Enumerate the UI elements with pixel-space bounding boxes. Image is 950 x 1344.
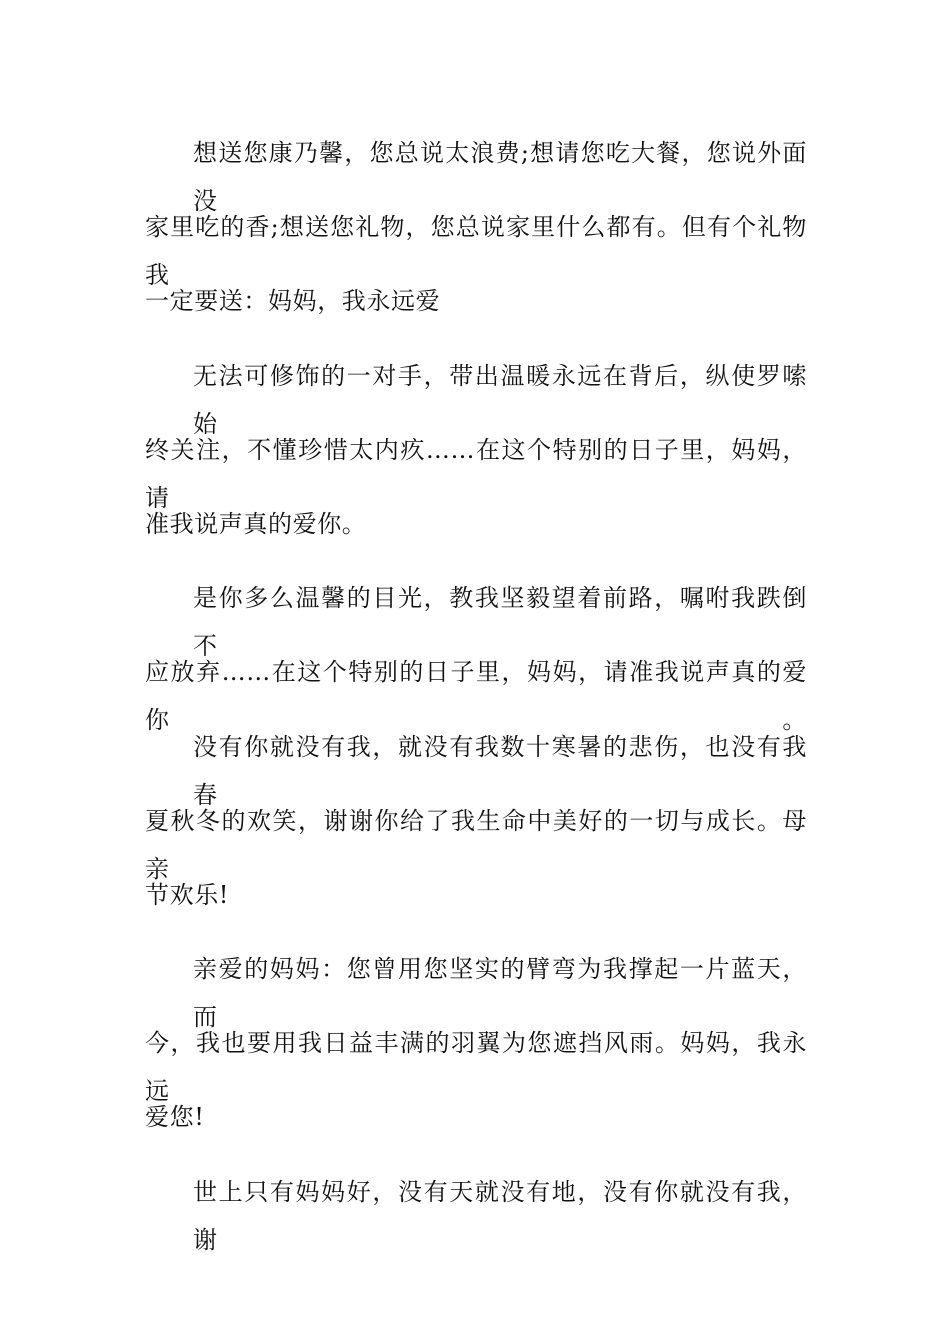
paragraph-1-line-3: 一定要送：妈妈，我永远爱	[145, 287, 441, 316]
paragraph-2-line-1: 无法可修饰的一对手，带出温暖永远在背后，纵使罗嗦始	[193, 361, 807, 438]
paragraph-5-line-3: 爱您!	[145, 1103, 205, 1132]
document-body	[145, 129, 807, 1254]
paragraph-5-line-2: 今，我也要用我日益丰满的羽翼为您遮挡风雨。妈妈，我永远	[145, 1029, 807, 1106]
paragraph-2-line-3: 准我说声真的爱你。	[145, 509, 367, 538]
paragraph-4-line-2: 夏秋冬的欢笑，谢谢你给了我生命中美好的一切与成长。母亲	[145, 806, 807, 883]
paragraph-4-line-1: 没有你就没有我，就没有我数十寒暑的悲伤，也没有我春	[193, 732, 807, 809]
paragraph-3-line-2: 应放弃……在这个特别的日子里，妈妈，请准我说声真的爱你。	[145, 658, 807, 735]
paragraph-3-line-1: 是你多么温馨的目光，教我坚毅望着前路，嘱咐我跌倒不	[193, 584, 807, 661]
paragraph-2-line-2: 终关注，不懂珍惜太内疚……在这个特别的日子里，妈妈，请	[145, 435, 807, 512]
paragraph-6-line-1: 世上只有妈妈好，没有天就没有地，没有你就没有我，谢	[193, 1177, 807, 1254]
paragraph-5-line-1: 亲爱的妈妈：您曾用您坚实的臂弯为我撑起一片蓝天，而	[193, 955, 807, 1032]
paragraph-4-line-3: 节欢乐!	[145, 880, 230, 909]
paragraph-1-line-1: 想送您康乃馨，您总说太浪费;想请您吃大餐，您说外面没	[193, 139, 807, 215]
paragraph-1-line-2: 家里吃的香;想送您礼物，您总说家里什么都有。但有个礼物我	[145, 213, 807, 290]
